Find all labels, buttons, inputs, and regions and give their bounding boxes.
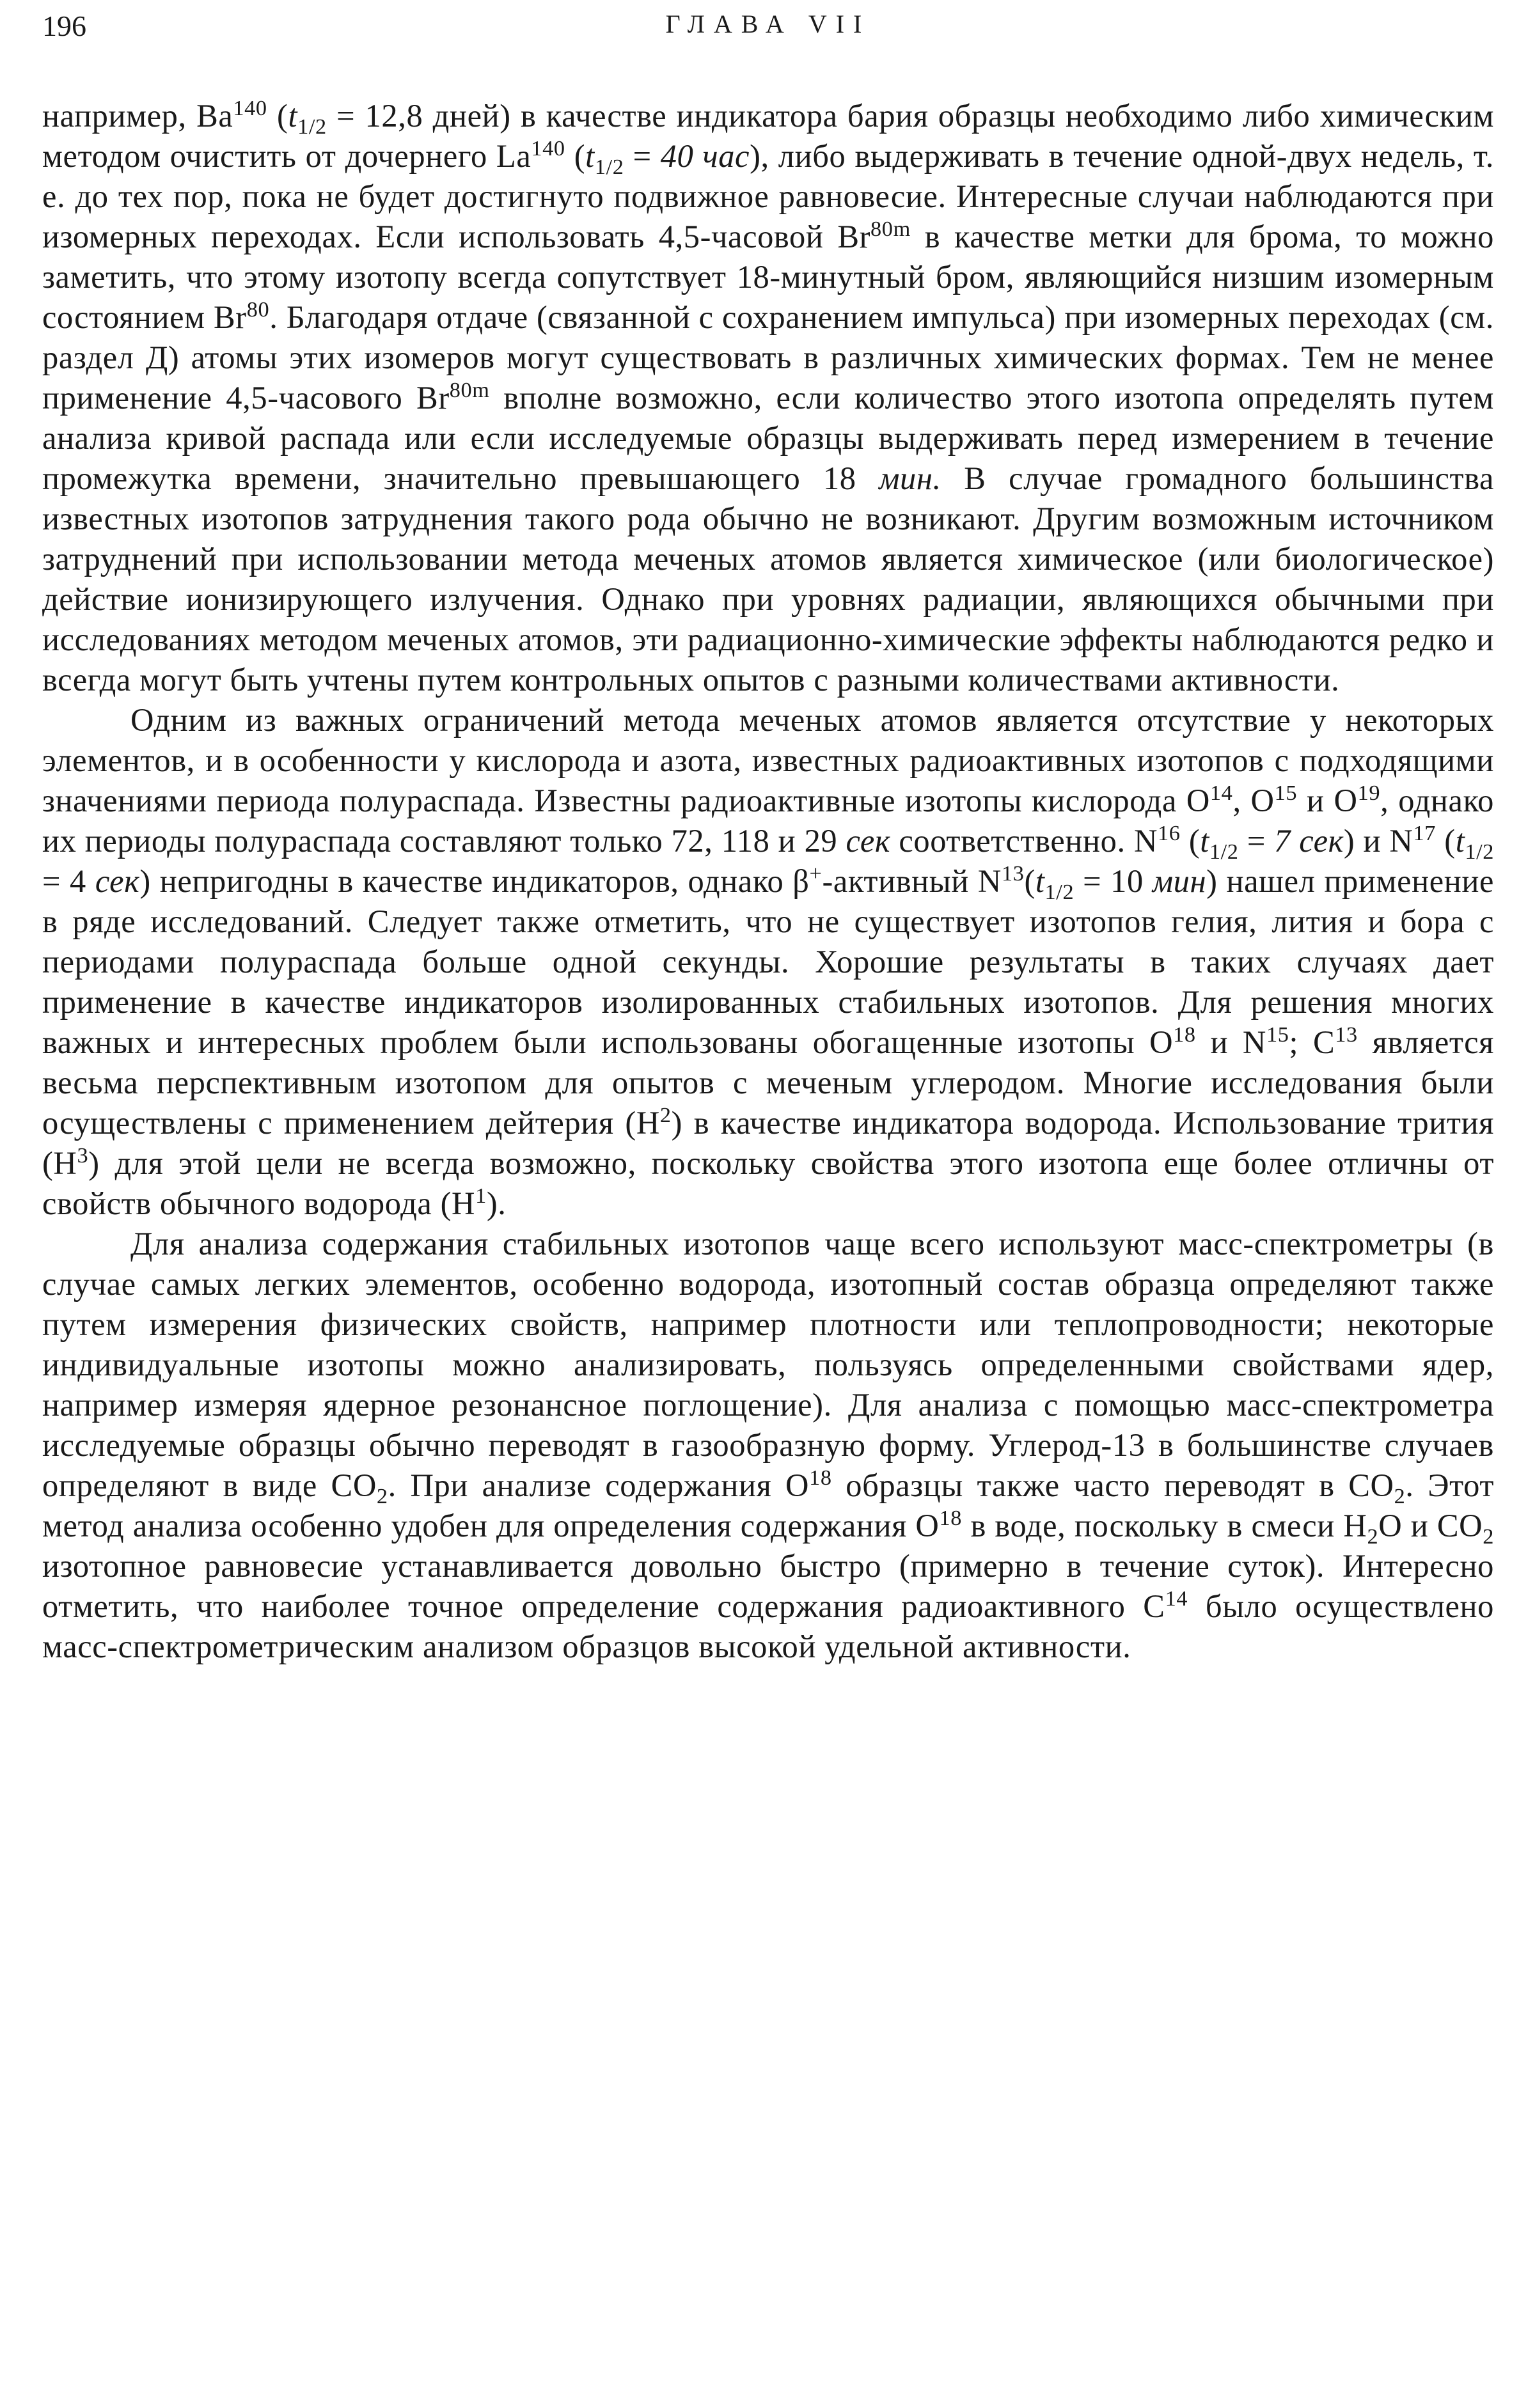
text-run: . Этот метод анализа особенно удобен для определения содержания O bbox=[42, 1467, 1494, 1544]
text-run: в качестве метки для брома, то можно заметить, что этому изотопу всегда сопутствует 18-минутный бром, являющийся низшим изомерным состоянием Br bbox=[42, 219, 1495, 335]
text-run: -активный N bbox=[822, 863, 1002, 899]
text-run: ) и N bbox=[1343, 823, 1413, 859]
text-run: , O bbox=[1232, 783, 1275, 818]
text-run: O и CO bbox=[1378, 1508, 1483, 1544]
text-run: и N bbox=[1195, 1024, 1267, 1060]
text-run: = bbox=[1238, 823, 1275, 859]
italic-text: t bbox=[1455, 823, 1465, 859]
text-run: ( bbox=[1024, 863, 1035, 899]
subscript: 1/2 bbox=[1209, 840, 1239, 864]
text-run: ( bbox=[1180, 823, 1200, 859]
subscript: 1/2 bbox=[594, 155, 624, 180]
text-run: ). bbox=[486, 1185, 507, 1221]
text-run: вполне возможно, если количество этого изотопа определять путем анализа кривой распада или если исследуемые образцы выдерживать перед измерением в течение промежутка времени, значительно превышающего 18 bbox=[42, 380, 1494, 496]
text-run: например, Ba bbox=[42, 98, 233, 134]
page-header bbox=[42, 9, 1494, 47]
superscript: 14 bbox=[1165, 1586, 1188, 1611]
italic-text: мин bbox=[1152, 863, 1207, 899]
superscript: 140 bbox=[233, 96, 267, 121]
text-run: = 12,8 дней) в качестве индикатора бария образцы необходимо либо химическим методом очистить от дочернего La bbox=[42, 98, 1494, 174]
text-run: ) для этой цели не всегда возможно, поскольку свойства этого изотопа еще более отличны от свойств обычного водорода (H bbox=[42, 1145, 1494, 1221]
text-run: и O bbox=[1297, 783, 1358, 818]
text-run: . Благодаря отдаче (связанной с сохранением импульса) при изомерных переходах (см. раздел Д) атомы этих изомеров могут существовать в различных химических формах. Тем не менее применение 4,5-часового Br bbox=[42, 299, 1494, 416]
italic-text: t bbox=[585, 138, 595, 174]
superscript: 19 bbox=[1357, 781, 1381, 806]
italic-text: сек bbox=[95, 863, 140, 899]
text-run: было осуществлено масс-спектрометрическим анализом образцов высокой удельной активности. bbox=[42, 1588, 1494, 1664]
superscript: 80m bbox=[449, 378, 490, 403]
text-run: ) в качестве индикатора водорода. Использование трития (H bbox=[42, 1105, 1494, 1181]
subscript: 1/2 bbox=[297, 114, 327, 139]
paragraph-1 bbox=[42, 96, 1494, 700]
italic-text: t bbox=[1200, 823, 1209, 859]
italic-text: t bbox=[288, 98, 298, 134]
superscript: 80m bbox=[870, 217, 911, 242]
text-run: ) нашел применение в ряде исследований. Следует также отметить, что не существует изотопов гелия, лития и бора с периодами полураспада больше одной секунды. Хорошие результаты в таких случаях дает применение в качестве индикаторов изолированных стабильных изотопов. Для решения многих важных и интересных проблем были использованы обогащенные изотопы O bbox=[42, 863, 1494, 1060]
paragraph-3 bbox=[42, 1224, 1494, 1667]
subscript: 1/2 bbox=[1465, 840, 1494, 864]
text-run: ( bbox=[1436, 823, 1456, 859]
running-head: ГЛАВА VII bbox=[665, 10, 871, 38]
italic-text: t bbox=[1035, 863, 1045, 899]
superscript: 14 bbox=[1209, 781, 1233, 806]
text-run: ( bbox=[267, 98, 288, 134]
superscript: 2 bbox=[659, 1103, 672, 1128]
text-run: Одним из важных ограничений метода меченых атомов является отсутствие у некоторых элементов, и в особенности у кислорода и азота, известных радиоактивных изотопов с подходящими значениями периода полураспада. Известны радиоактивные изотопы кислорода O bbox=[42, 702, 1494, 818]
book-page bbox=[42, 0, 1494, 2408]
subscript: 1/2 bbox=[1044, 880, 1074, 905]
text-run: Для анализа содержания стабильных изотопов чаще всего используют масс-спектрометры (в случае самых легких элементов, особенно водорода, изотопный состав образца определяют также путем измерения физических свойств, например плотности или теплопроводности; некоторые индивидуальные изотопы можно анализировать, пользуясь определенными свойствами ядер, например измеряя ядерное резонансное поглощение). Для анализа с помощью масс-спектрометра исследуемые образцы обычно переводят в газообразную форму. Углерод-13 в большинстве случаев определяют в виде CO bbox=[42, 1226, 1494, 1503]
italic-text: 7 сек bbox=[1274, 823, 1344, 859]
text-run: = bbox=[624, 138, 661, 174]
text-run: в воде, поскольку в смеси H bbox=[961, 1508, 1367, 1544]
text-run: . При анализе содержания O bbox=[388, 1467, 810, 1503]
superscript: 1 bbox=[475, 1184, 487, 1208]
text-run: соответственно. N bbox=[890, 823, 1158, 859]
subscript: 2 bbox=[1483, 1524, 1494, 1549]
text-run: = 4 bbox=[42, 863, 95, 899]
superscript: 80 bbox=[246, 297, 270, 322]
superscript: 16 bbox=[1158, 821, 1181, 846]
superscript: 18 bbox=[1173, 1022, 1196, 1047]
superscript: 13 bbox=[1335, 1022, 1358, 1047]
text-run: ), либо выдерживать в течение одной-двух недель, т. е. до тех пор, пока не будет достигнуто подвижное равновесие. Интересные случаи наблюдаются при изомерных переходах. Если использовать 4,5-часовой Br bbox=[42, 138, 1494, 254]
page-number: 196 bbox=[42, 10, 86, 42]
superscript: 140 bbox=[531, 136, 565, 161]
superscript: 18 bbox=[939, 1506, 962, 1531]
text-run: , однако их периоды полураспада составляют только 72, 118 и 29 bbox=[42, 783, 1494, 859]
text-run: В случае громадного большинства известных изотопов затруднения такого рода обычно не возникают. Другим возможным источником затруднений при использовании метода меченых атомов является химическое (или биологическое) действие ионизирующего излучения. Однако при уровнях радиации, являющихся обычными при исследованиях методом меченых атомов, эти радиационно-химические эффекты наблюдаются редко и всегда могут быть учтены путем контрольных опытов с разными количествами активности. bbox=[42, 460, 1494, 698]
superscript: 15 bbox=[1274, 781, 1298, 806]
superscript: 17 bbox=[1413, 821, 1437, 846]
subscript: 2 bbox=[1394, 1484, 1406, 1509]
superscript: 13 bbox=[1001, 861, 1025, 886]
superscript: 3 bbox=[77, 1143, 89, 1168]
text-run: = 10 bbox=[1074, 863, 1153, 899]
superscript: 15 bbox=[1266, 1022, 1289, 1047]
superscript: + bbox=[809, 861, 823, 886]
text-run: ; C bbox=[1289, 1024, 1335, 1060]
body-text bbox=[42, 96, 1494, 1667]
superscript: 18 bbox=[809, 1466, 832, 1490]
text-run: образцы также часто переводят в CO bbox=[831, 1467, 1394, 1503]
paragraph-2 bbox=[42, 700, 1494, 1224]
text-run: ( bbox=[565, 138, 586, 174]
italic-text: сек bbox=[846, 823, 891, 859]
text-run: является весьма перспективным изотопом для опытов с меченым углеродом. Многие исследования были осуществлены с применением дейтерия (H bbox=[42, 1024, 1495, 1141]
subscript: 2 bbox=[376, 1484, 388, 1509]
italic-text: 40 час bbox=[660, 138, 750, 174]
subscript: 2 bbox=[1367, 1524, 1379, 1549]
text-run: изотопное равновесие устанавливается довольно быстро (примерно в течение суток). Интересно отметить, что наиболее точное определение содержания радиоактивного C bbox=[42, 1548, 1494, 1624]
text-run: ) непригодны в качестве индикаторов, однако β bbox=[139, 863, 810, 899]
italic-text: мин. bbox=[879, 460, 941, 496]
